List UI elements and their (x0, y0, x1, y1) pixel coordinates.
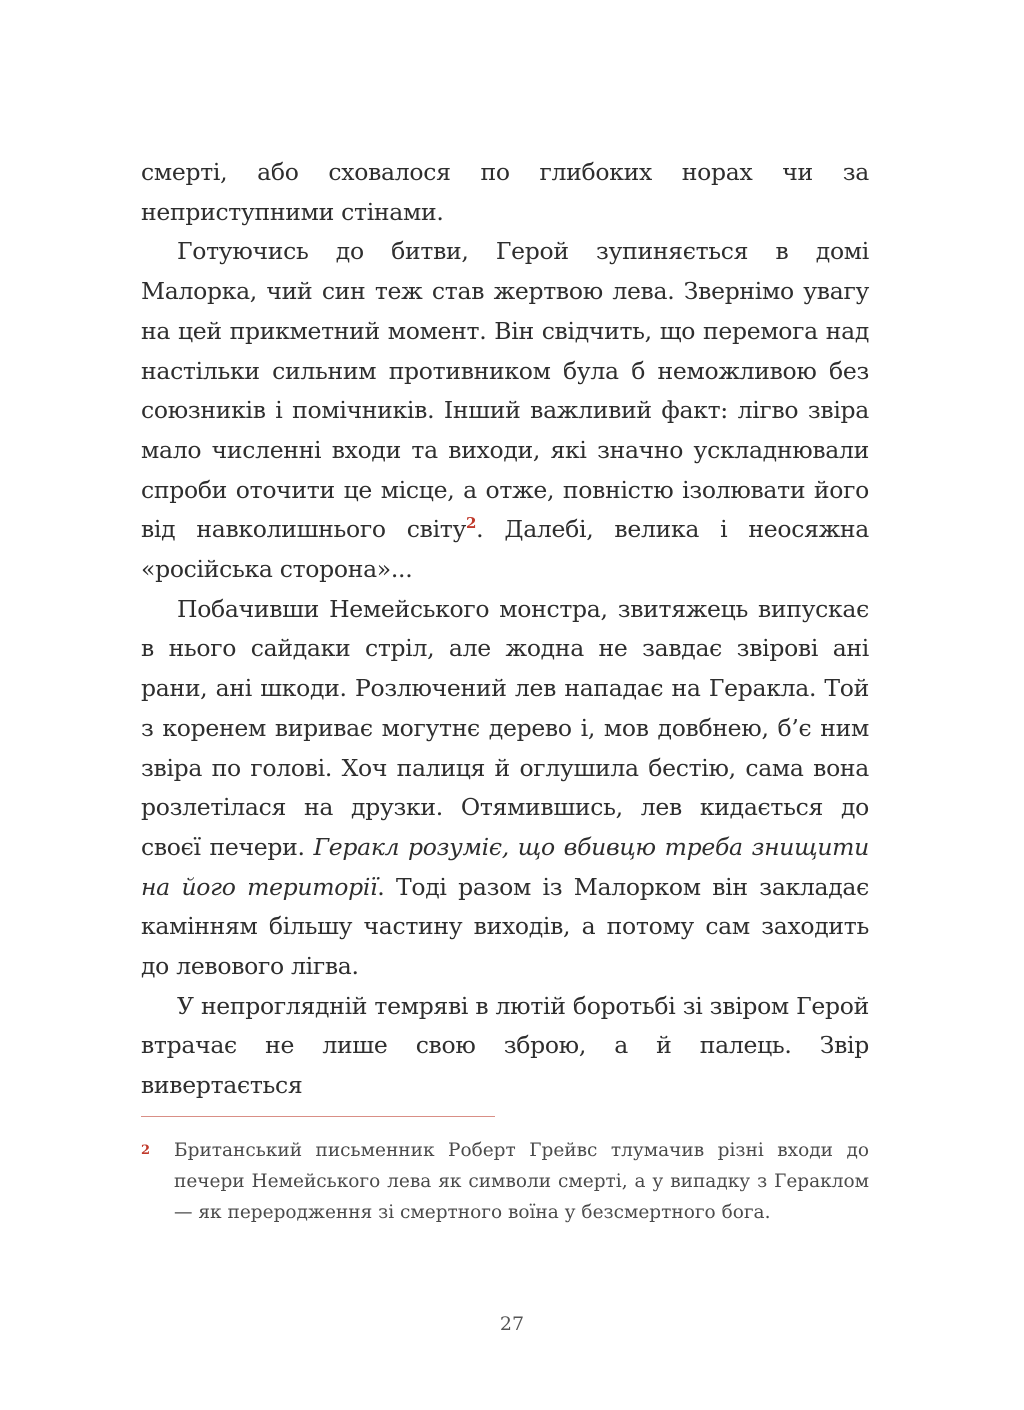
paragraph-2 (141, 232, 869, 589)
paragraph-3-text-before: Побачивши Немейського монстра, звитяжець випускає в нього сайдаки стріл, але жодна не завдає звірові ані рани, ані шкоди. Розлючений лев нападає на Геракла. Той з коренем вириває могутнє дерево і, мов довбнею, б’є ним звіра по голові. Хоч палиця й оглушила бестію, сама вона розлетілася на друзки. Отямившись, лев кидається до своєї печери. (141, 594, 869, 861)
paragraph-3-italic: Геракл розуміє, що вбивцю треба знищити на його території (141, 832, 869, 901)
paragraph-3-text-after: . Тоді разом із Малорком він закладає камінням більшу частину виходів, а потому сам заходить до левового лігва. (141, 872, 869, 981)
paragraph-4-text: У непроглядній темряві в лютій боротьбі зі звіром Герой втрачає не лише свою зброю, а й палець. Звір вивертається (141, 991, 869, 1100)
page-number: 27 (499, 1313, 525, 1335)
paragraph-1-text: смерті, або сховалося по глибоких норах чи за неприступними стінами. (141, 158, 869, 226)
footnote-text: Британський письменник Роберт Грейвс тлумачив різні входи до печери Немейського лева як символи смерті, а у випадку з Гераклом — як переродження зі смертного воїна у безсмертного бога. (174, 1140, 869, 1223)
footnote (141, 1135, 869, 1228)
paragraph-1 (141, 153, 869, 232)
footnote-reference[interactable]: 2 (466, 514, 477, 533)
paragraph-4 (141, 987, 869, 1106)
footnote-mark: 2 (141, 1143, 151, 1158)
paragraph-3 (141, 590, 869, 987)
paragraph-2-text-before: Готуючись до битви, Герой зупиняється в домі Малорка, чий син теж став жертвою лева. Звернімо увагу на цей прикметний момент. Він свідчить, що перемога над настільки сильним противником була б неможливою без союзників і помічників. Інший важливий факт: лігво звіра мало численні входи та виходи, які значно ускладнювали спроби оточити це місце, а отже, повністю ізолювати його від навколишнього світу (141, 237, 869, 544)
paragraph-2-text-after: . Далебі, велика і неосяжна «російська сторона»... (141, 515, 869, 584)
main-text (141, 153, 869, 1106)
footnote-divider (141, 1116, 495, 1117)
